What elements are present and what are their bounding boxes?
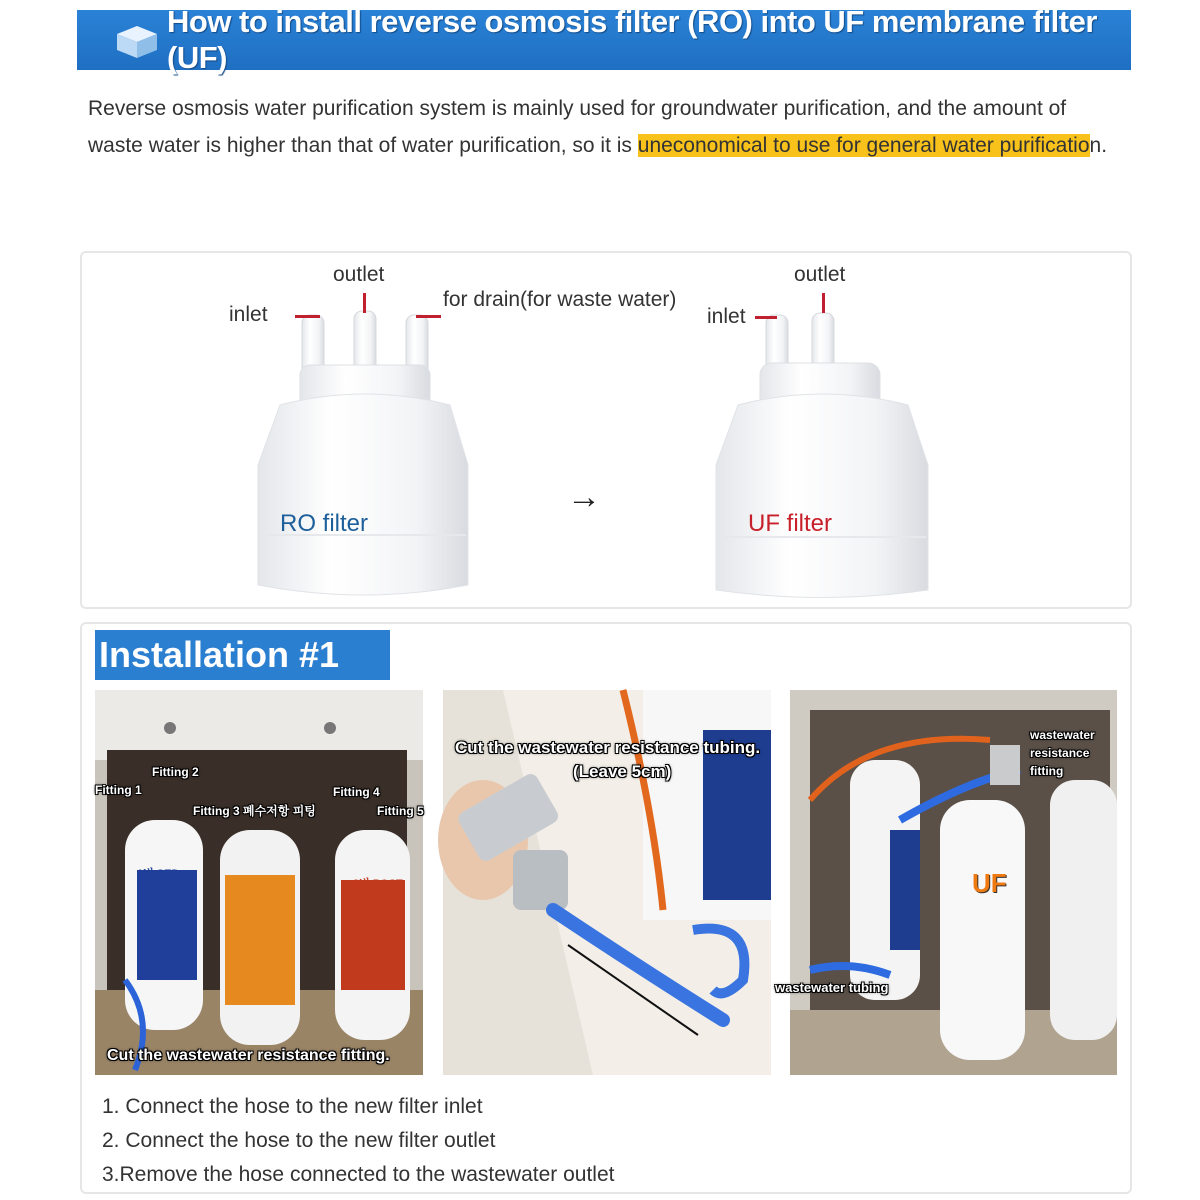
step-3: 3.Remove the hose connected to the wastewater outlet (102, 1163, 615, 1186)
page-title: How to install reverse osmosis filter (RO) into UF membrane filter (UF) (167, 4, 1097, 75)
ro-inlet-label: inlet (229, 303, 268, 326)
intro-paragraph (88, 90, 1168, 164)
arrow-right-icon: → (567, 478, 601, 516)
header-banner (77, 4, 1131, 75)
sed-label: 1번 SED (137, 868, 180, 880)
photo-2-caption-line-2: (Leave 5cm) (573, 762, 672, 781)
fitting-5-label: Fitting 5 (377, 804, 424, 818)
uf-inlet-marker (755, 316, 777, 319)
intro-line-2-end: n. (1089, 134, 1108, 157)
fitting-3-label: Fitting 3 폐수저항 피팅 (193, 804, 316, 818)
photo-2-caption-line-1: Cut the wastewater resistance tubing. (455, 738, 761, 757)
installation-title: Installation #1 (95, 630, 390, 680)
wastewater-fitting-label-line-2: resistance (1030, 746, 1090, 760)
ro-inlet-marker (295, 315, 320, 318)
wastewater-fitting-label-line-1: wastewater (1030, 728, 1095, 742)
wastewater-fitting-label-line-3: fitting (1030, 764, 1064, 778)
step-1: 1. Connect the hose to the new filter inlet (102, 1095, 483, 1118)
fitting-1-label: Fitting 1 (95, 783, 142, 797)
uf-mark: UF (972, 868, 1007, 898)
post-label: 3번 POST (353, 878, 403, 890)
ro-filter-image (250, 305, 480, 600)
intro-line-2 (88, 127, 1168, 164)
photo-1-caption: Cut the wastewater resistance fitting. (107, 1047, 390, 1064)
box-icon (113, 20, 161, 60)
ro-drain-label: for drain(for waste water) (443, 288, 677, 311)
fitting-4-label: Fitting 4 (333, 785, 380, 799)
uf-outlet-label: outlet (794, 263, 846, 286)
ro-outlet-marker (363, 293, 366, 313)
uf-filter-label: UF filter (748, 510, 832, 537)
ro-filter-label: RO filter (280, 510, 369, 537)
step-2: 2. Connect the hose to the new filter outlet (102, 1129, 496, 1152)
fitting-2-label: Fitting 2 (152, 765, 199, 779)
photo-cut-fitting (95, 690, 423, 1075)
photo-installed-uf (775, 690, 1117, 1075)
highlighted-text: uneconomical to use for general water purificatio (637, 134, 1090, 157)
intro-line-1: Reverse osmosis water purification system is mainly used for groundwater purification, and the amount of (88, 97, 1067, 120)
uf-outlet-marker (822, 293, 825, 313)
ro-drain-marker (416, 315, 441, 318)
uf-filter-image (710, 305, 940, 600)
uf-inlet-label: inlet (707, 305, 746, 328)
photo-cut-tubing (443, 690, 771, 1075)
intro-line-2-text: waste water is higher than that of water purification, so it is (88, 134, 638, 157)
wastewater-tubing-label: wastewater tubing (775, 980, 889, 995)
ro-outlet-label: outlet (333, 263, 385, 286)
installation-steps (102, 1090, 614, 1192)
